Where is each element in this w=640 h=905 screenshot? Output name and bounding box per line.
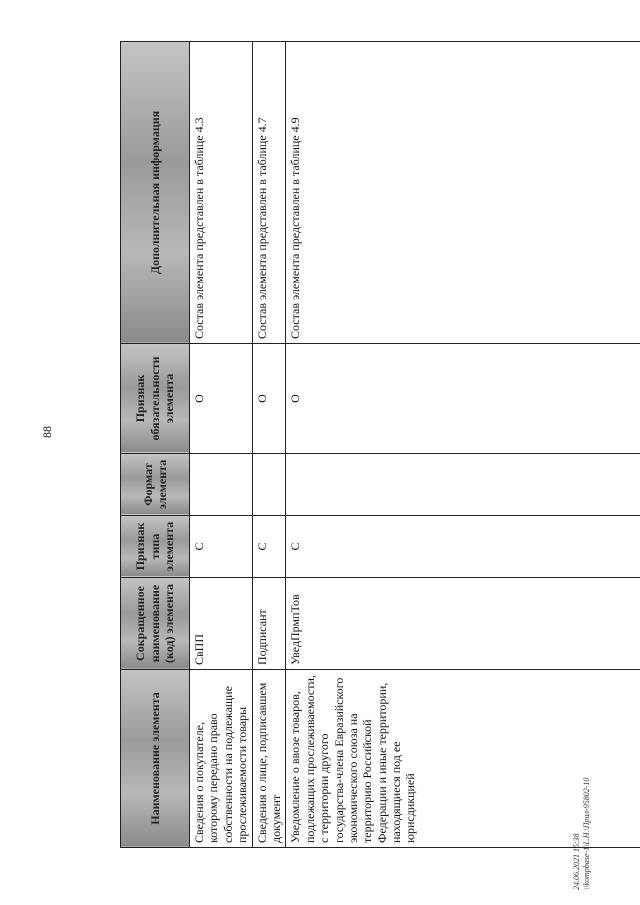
header-additional-info: Дополнительная информация	[121, 42, 190, 344]
cell-info: Состав элемента представлен в таблице 4.3	[190, 42, 253, 344]
table-row	[190, 42, 253, 848]
header-element-required: Признак обязательности элемента	[121, 344, 190, 454]
header-element-code: Сокращенное наименование (код) элемента	[121, 578, 190, 670]
cell-name: Сведения о покупателе, которому передано право собственности на подлежащие прослеживаемости товары	[190, 670, 253, 848]
cell-code: СвПП	[190, 578, 253, 670]
header-element-name: Наименование элемента	[121, 670, 190, 848]
header-element-type: Признак типа элемента	[121, 516, 190, 578]
page-number: 88	[40, 426, 54, 438]
elements-table	[120, 41, 640, 848]
cell-code: УведПрмпТов	[286, 578, 640, 670]
footer-file-path: \\kompbase-1\L.H.\Прил-95802-10	[582, 777, 592, 890]
cell-format	[286, 454, 640, 516]
cell-name: Уведомление о ввозе товаров, подлежащих прослеживаемости, с территории другого государства-члена Евразийского экономического союза на территорию Российской Федерации и иные территории, находящиеся под ее юрисдикцией	[286, 670, 640, 848]
cell-info: Состав элемента представлен в таблице 4.7	[252, 42, 286, 344]
table-header-row	[121, 42, 190, 848]
table-row	[252, 42, 286, 848]
cell-required: О	[252, 344, 286, 454]
file-footer	[572, 778, 593, 890]
cell-type: С	[252, 516, 286, 578]
cell-info: Состав элемента представлен в таблице 4.9	[286, 42, 640, 344]
cell-name: Сведения о лице, подписавшем документ	[252, 670, 286, 848]
cell-code: Подписант	[252, 578, 286, 670]
cell-type: С	[190, 516, 253, 578]
cell-format	[252, 454, 286, 516]
cell-required: О	[190, 344, 253, 454]
cell-required: О	[286, 344, 640, 454]
header-element-format: Формат элемента	[121, 454, 190, 516]
cell-format	[190, 454, 253, 516]
footer-timestamp: 24.06.2021 15:38	[572, 833, 581, 890]
cell-type: С	[286, 516, 640, 578]
table-row	[286, 42, 640, 848]
rotated-table-wrapper	[120, 42, 640, 848]
